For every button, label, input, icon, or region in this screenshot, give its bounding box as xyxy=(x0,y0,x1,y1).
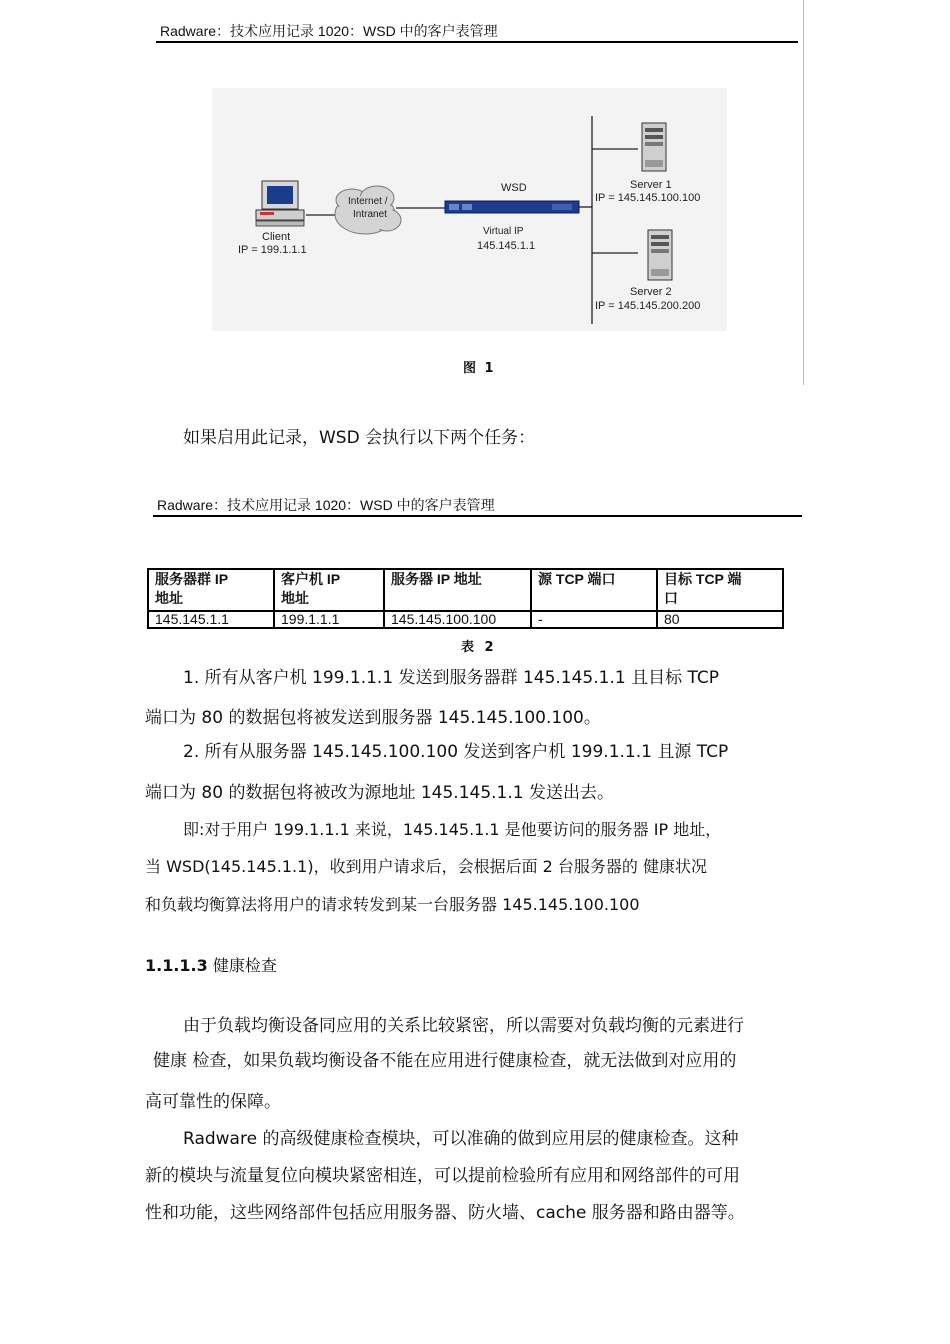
table-header-row xyxy=(148,569,783,611)
table-header-cell: 目标 TCP 端 口 xyxy=(657,569,783,611)
figure-caption: 图 1 xyxy=(463,361,496,376)
table-cell: 145.145.100.100 xyxy=(384,611,531,628)
server1-label: Server 1 xyxy=(630,179,672,191)
section-title: 健康检查 xyxy=(212,956,277,975)
virtual-ip-label: Virtual IP xyxy=(483,226,524,237)
rw-line2: 新的模块与流量复位向模块紧密相连，可以提前检验所有应用和网络部件的可用 xyxy=(145,1166,740,1186)
network-diagram xyxy=(212,88,727,331)
cloud-label-2: Intranet xyxy=(353,209,387,220)
hc-line3: 高可靠性的保障。 xyxy=(145,1092,281,1112)
server1-ip: IP = 145.145.100.100 xyxy=(595,192,701,204)
header-rule xyxy=(156,41,798,43)
table-caption: 表 2 xyxy=(461,640,497,655)
table-header-cell: 源 TCP 端口 xyxy=(531,569,657,611)
mapping-table xyxy=(147,568,784,629)
table-header-cell: 服务器群 IP 地址 xyxy=(148,569,274,611)
cloud-label-1: Internet / xyxy=(348,196,388,207)
hc-line1: 由于负载均衡设备同应用的关系比较紧密，所以需要对负载均衡的元素进行 xyxy=(183,1016,744,1036)
page-edge xyxy=(803,0,804,385)
section-number: 1.1.1.3 xyxy=(145,956,208,975)
table-row xyxy=(148,611,783,628)
hc-line2: 健康 检查，如果负载均衡设备不能在应用进行健康检查，就无法做到对应用的 xyxy=(153,1051,737,1071)
network-diagram-svg xyxy=(212,88,727,331)
item1-line1: 1. 所有从客户机 199.1.1.1 发送到服务器群 145.145.1.1 且目标 TCP xyxy=(183,668,719,688)
table-cell: 145.145.1.1 xyxy=(148,611,274,628)
table-header-cell: 客户机 IP 地址 xyxy=(274,569,384,611)
rw-line1: Radware 的高级健康检查模块，可以准确的做到应用层的健康检查。这种 xyxy=(183,1129,739,1149)
server2-label: Server 2 xyxy=(630,286,672,298)
item1-line2: 端口为 80 的数据包将被发送到服务器 145.145.100.100。 xyxy=(145,708,601,728)
section-heading xyxy=(145,955,277,977)
note-line2: 当 WSD(145.145.1.1)，收到用户请求后，会根据后面 2 台服务器的 健康状况 xyxy=(145,857,708,876)
wsd-label: WSD xyxy=(501,182,527,194)
client-ip: IP = 199.1.1.1 xyxy=(238,244,307,256)
server2-icon xyxy=(648,230,672,280)
wsd-device-icon xyxy=(445,201,579,213)
server1-icon xyxy=(642,123,666,171)
item2-line2: 端口为 80 的数据包将被改为源地址 145.145.1.1 发送出去。 xyxy=(145,783,614,803)
table-cell: - xyxy=(531,611,657,628)
client-label: Client xyxy=(262,231,291,243)
rw-line3: 性和功能，这些网络部件包括应用服务器、防火墙、cache 服务器和路由器等。 xyxy=(145,1203,745,1223)
table-cell: 199.1.1.1 xyxy=(274,611,384,628)
page-header-2: Radware：技术应用记录 1020：WSD 中的客户表管理 xyxy=(157,497,495,513)
item2-line1: 2. 所有从服务器 145.145.100.100 发送到客户机 199.1.1.1 且源 TCP xyxy=(183,742,729,762)
intro-text: 如果启用此记录，WSD 会执行以下两个任务： xyxy=(183,428,536,448)
note-line1: 即:对于用户 199.1.1.1 来说，145.145.1.1 是他要访问的服务器 IP 地址， xyxy=(183,820,722,839)
table-header-cell: 服务器 IP 地址 xyxy=(384,569,531,611)
page-header: Radware：技术应用记录 1020：WSD 中的客户表管理 xyxy=(160,23,498,39)
note-line3: 和负载均衡算法将用户的请求转发到某一台服务器 145.145.100.100 xyxy=(145,895,640,914)
header-rule-2 xyxy=(153,515,802,517)
client-computer-icon xyxy=(256,181,304,226)
virtual-ip-value: 145.145.1.1 xyxy=(477,240,536,252)
server2-ip: IP = 145.145.200.200 xyxy=(595,300,701,312)
table-cell: 80 xyxy=(657,611,783,628)
